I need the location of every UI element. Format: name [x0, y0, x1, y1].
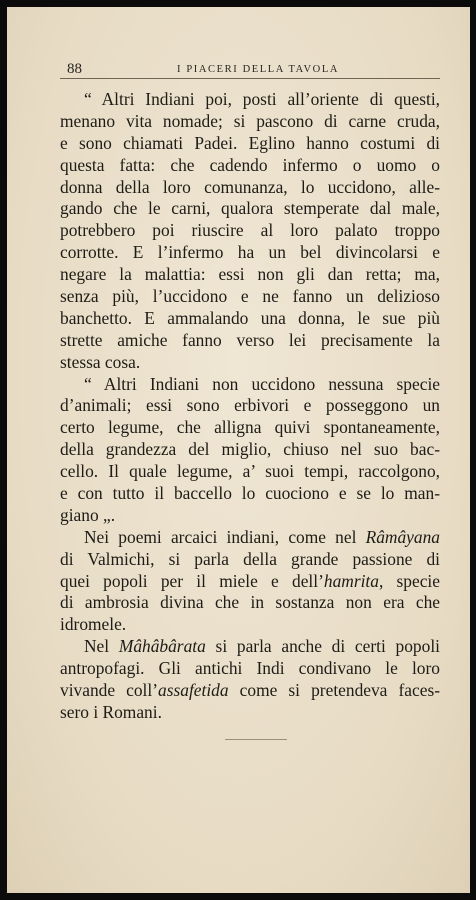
text-line: sero i Romani.	[60, 701, 162, 722]
text-line: donna della loro comunanza, lo uccidono, alle-	[60, 176, 440, 197]
text-line: corrotte. E l’infermo ha un bel divincolarsi e	[60, 242, 440, 263]
paragraph	[60, 374, 440, 527]
italic-term: Râmâyana	[365, 526, 440, 547]
paragraph	[60, 636, 440, 724]
paragraph	[60, 89, 440, 374]
text-line: banchetto. E ammalando una donna, le sue più	[60, 307, 440, 328]
text-line: di ambrosia divina che in sostanza non era che	[60, 592, 440, 613]
text-line: negare la malattia: essi non gli dan retta; ma,	[60, 264, 440, 285]
text-line: e sono chiamati Padei. Eglino hanno costumi di	[60, 132, 440, 153]
text-line: certo legume, che alligna quivi spontaneamente,	[60, 417, 440, 438]
text-line: cello. Il quale legume, a’ suoi tempi, raccolgono,	[60, 461, 440, 482]
text-line: vivande coll’assafetida come si pretendeva faces-	[60, 680, 440, 701]
text-line: potrebbero poi riuscire al loro palato troppo	[60, 220, 440, 241]
running-title: I PIACERI DELLA TAVOLA	[177, 64, 340, 75]
italic-term: assafetida	[158, 680, 229, 701]
text-line: antropofagi. Gli antichi Indi condivano le loro	[60, 658, 440, 679]
text-line: “ Altri Indiani non uccidono nessuna specie	[84, 373, 440, 394]
text-line: Nei poemi arcaici indiani, come nel Râmâyana	[84, 526, 440, 547]
body-text	[60, 89, 440, 724]
text-line: menano vita nomade; si pascono di carne cruda,	[60, 110, 440, 131]
text-line: strette amiche fanno verso lei precisamente la	[60, 329, 440, 350]
text-line: senza più, l’uccidono e ne fanno un delizioso	[60, 286, 440, 307]
text-line: quei popoli per il miele e dell’hamrita, specie	[60, 570, 440, 591]
text-line: idromele.	[60, 614, 127, 635]
italic-term: hamrita	[323, 570, 379, 591]
text-line: “ Altri Indiani poi, posti all’oriente di questi,	[84, 89, 440, 109]
paragraph	[60, 527, 440, 636]
text-line: d’animali; essi sono erbivori e posseggono un	[60, 395, 440, 416]
text-line: stessa cosa.	[60, 351, 141, 372]
italic-term: Mâhâbârata	[118, 636, 206, 657]
page-header	[67, 61, 447, 83]
text-line: della grandezza del miglio, chiuso nel suo bac-	[60, 439, 440, 460]
page-number: 88	[67, 61, 82, 77]
text-line: gando che le carni, qualora stemperate dal male,	[60, 198, 440, 219]
text-line: giano „.	[60, 504, 116, 525]
text-line: questa fatta: che cadendo infermo o uomo o	[60, 154, 440, 175]
text-line: di Valmichi, si parla della grande passione di	[60, 548, 440, 569]
end-ornament	[225, 739, 287, 740]
text-line: Nel Mâhâbârata si parla anche di certi popoli	[84, 636, 440, 657]
header-rule	[60, 78, 440, 79]
text-line: e con tutto il baccello lo cuociono e se lo man-	[60, 483, 440, 504]
